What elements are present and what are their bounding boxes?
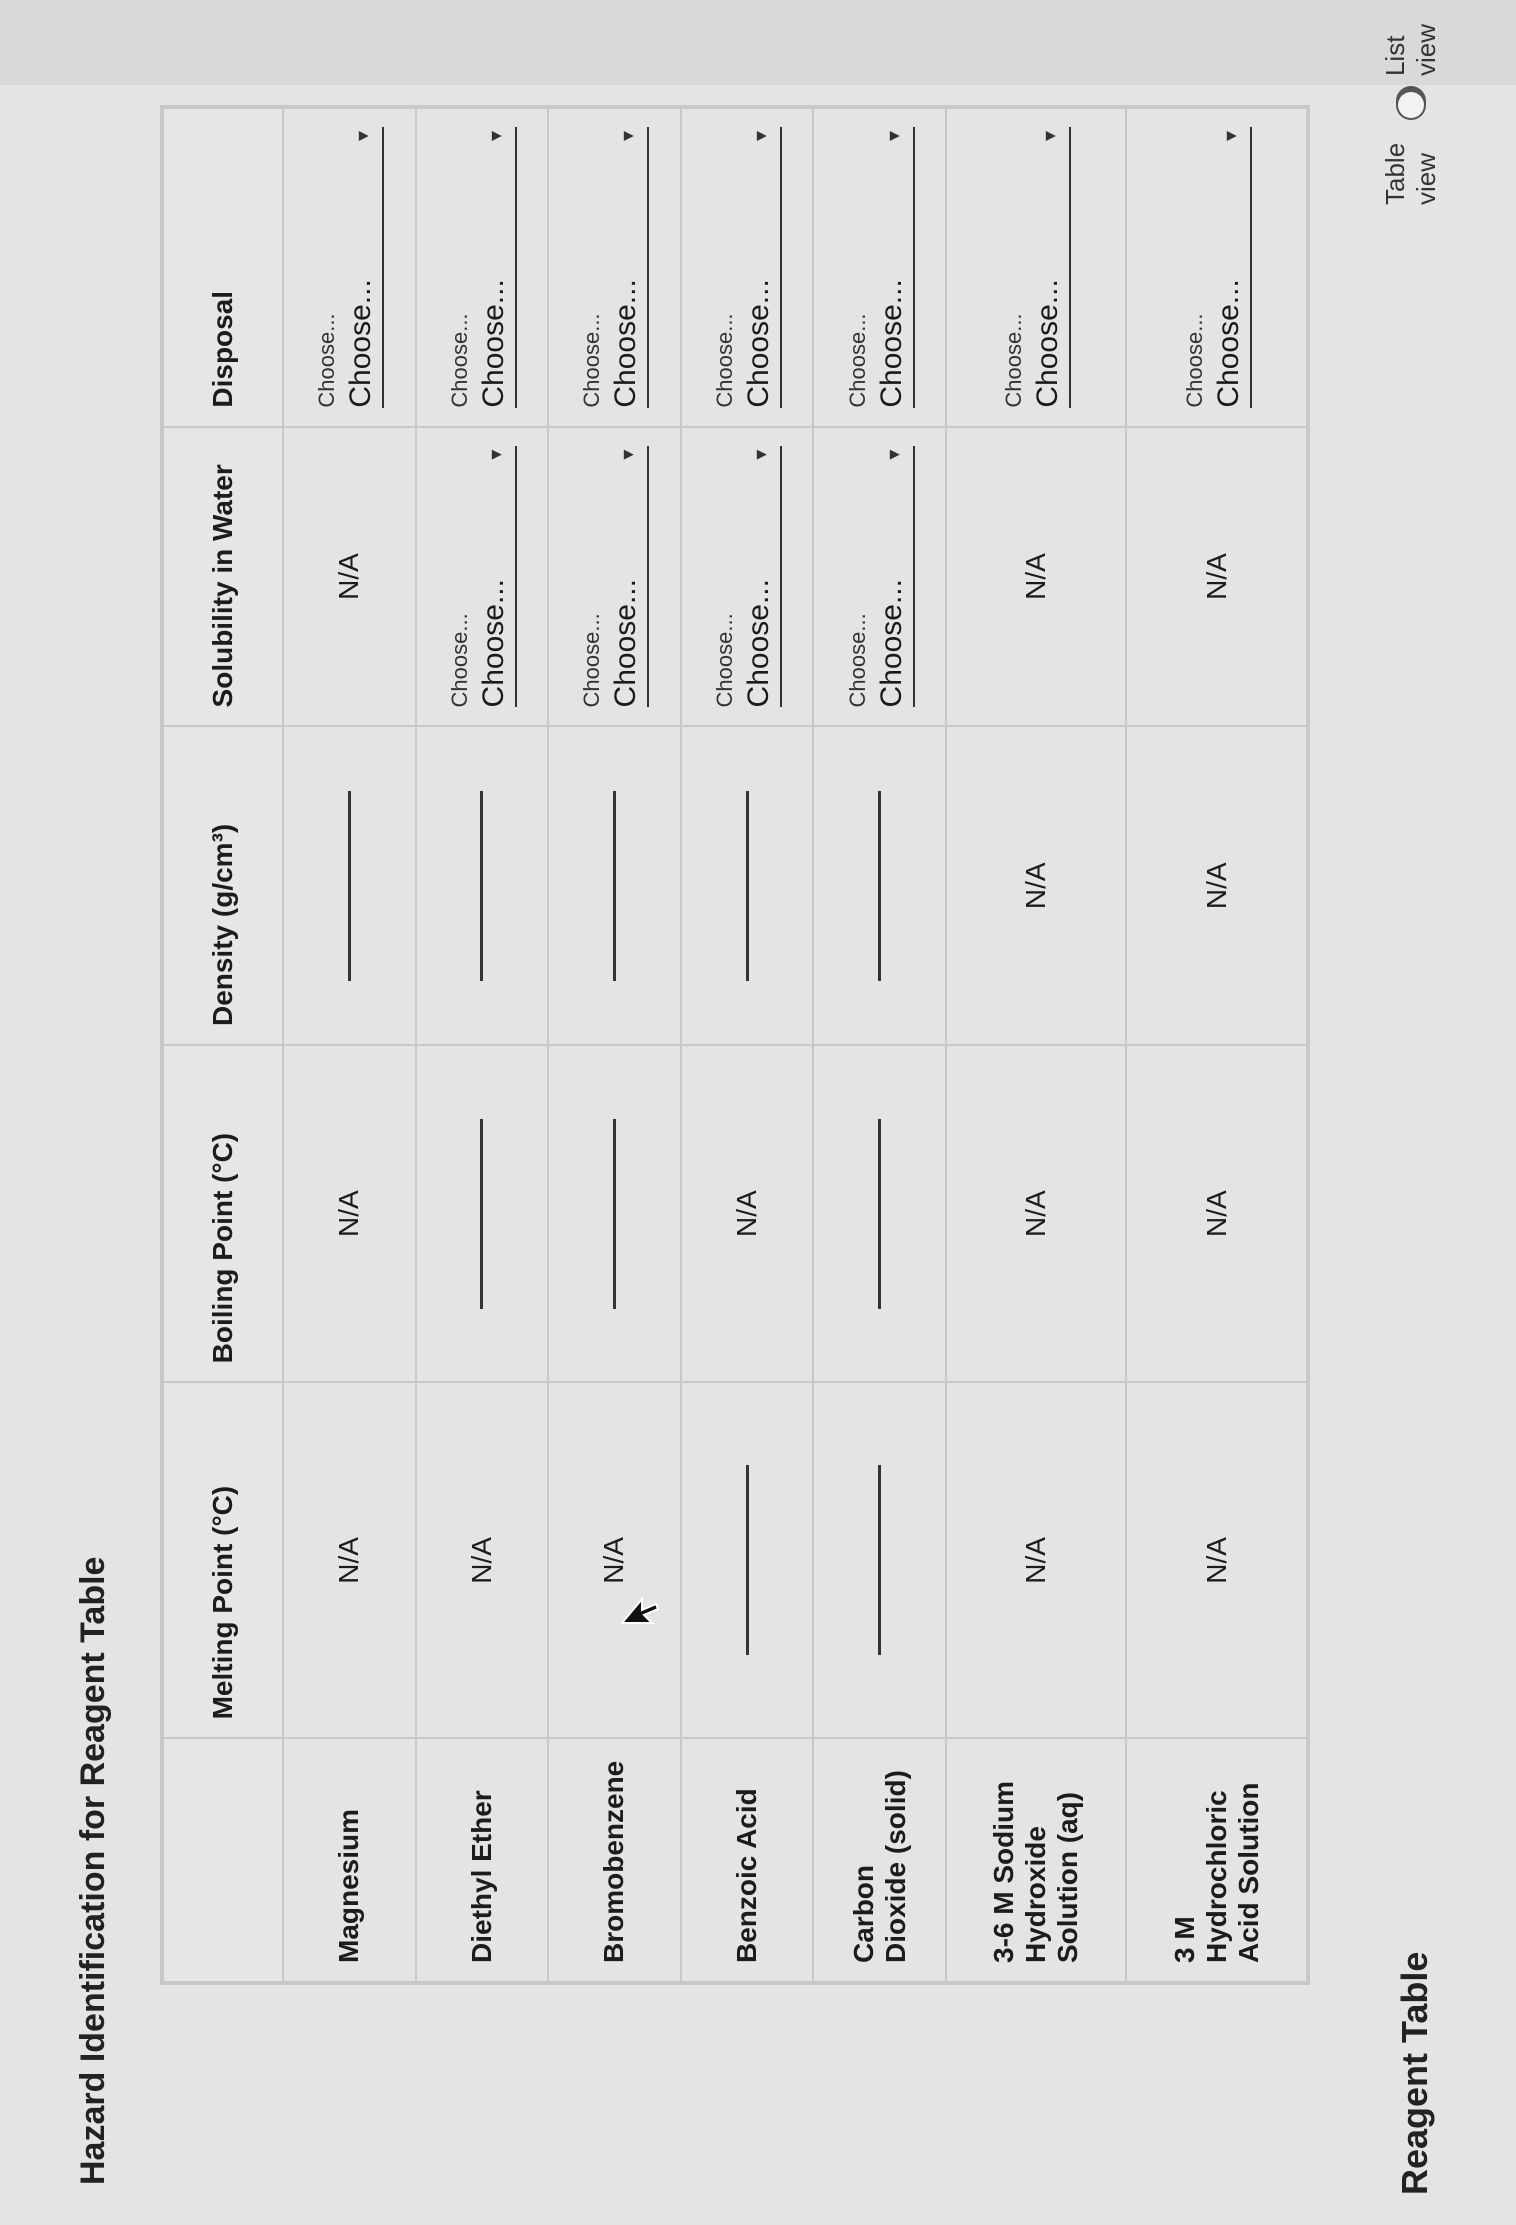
chevron-down-icon[interactable]: ▾ <box>484 449 507 460</box>
table-row <box>681 108 814 1982</box>
chevron-down-icon[interactable]: ▾ <box>750 131 773 142</box>
boiling-cell[interactable] <box>548 1045 681 1382</box>
density-cell[interactable] <box>681 726 814 1045</box>
melting-cell <box>283 1382 416 1738</box>
na-value: N/A <box>598 1537 630 1584</box>
dropdown-value[interactable] <box>1031 127 1071 408</box>
table-row <box>1126 108 1307 1982</box>
melting-cell <box>1126 1382 1307 1738</box>
dropdown-hint: Choose... <box>314 313 340 408</box>
dropdown-selected-text: Choose... <box>344 279 378 408</box>
disposal-cell[interactable] <box>283 108 416 427</box>
column-header-4: Solubility in Water <box>163 427 283 727</box>
solubility-dropdown[interactable] <box>845 446 915 708</box>
dropdown-value[interactable] <box>477 127 517 408</box>
dropdown-hint: Choose... <box>1001 313 1027 408</box>
chevron-down-icon[interactable]: ▾ <box>1039 131 1062 142</box>
list-view-label[interactable]: List view <box>1380 24 1441 77</box>
boiling-cell <box>946 1045 1126 1382</box>
melting-cell <box>416 1382 549 1738</box>
dropdown-hint: Choose... <box>579 313 605 408</box>
disposal-cell[interactable] <box>548 108 681 427</box>
density-cell <box>1126 726 1307 1045</box>
dropdown-selected-text: Choose... <box>742 279 776 408</box>
melting-input-field[interactable] <box>878 1465 881 1655</box>
boiling-cell <box>681 1045 814 1382</box>
boiling-input-field[interactable] <box>480 1119 483 1309</box>
solubility-cell[interactable] <box>681 427 814 727</box>
solubility-dropdown[interactable] <box>579 446 649 708</box>
melting-cell[interactable] <box>681 1382 814 1738</box>
table-row <box>416 108 549 1982</box>
table-row <box>548 108 681 1982</box>
density-input-field[interactable] <box>480 791 483 981</box>
melting-cell <box>946 1382 1126 1738</box>
na-value: N/A <box>1020 1537 1052 1584</box>
reagent-name: 3 M Hydrochloric Acid Solution <box>1126 1738 1307 1982</box>
column-header-0 <box>163 1738 283 1982</box>
dropdown-hint: Choose... <box>844 613 870 708</box>
solubility-cell <box>1126 427 1307 727</box>
na-value: N/A <box>333 1537 365 1584</box>
dropdown-selected-text: Choose... <box>476 579 510 708</box>
solubility-dropdown[interactable] <box>712 446 782 708</box>
density-input-field[interactable] <box>746 791 749 981</box>
chevron-down-icon[interactable]: ▾ <box>882 449 905 460</box>
na-value: N/A <box>1200 1537 1232 1584</box>
disposal-cell[interactable] <box>681 108 814 427</box>
reagent-name: 3-6 M Sodium Hydroxide Solution (aq) <box>946 1738 1126 1982</box>
density-input-field[interactable] <box>348 791 351 981</box>
boiling-cell <box>1126 1045 1307 1382</box>
dropdown-hint: Choose... <box>446 313 472 408</box>
column-header-2: Boiling Point (°C) <box>163 1045 283 1382</box>
chevron-down-icon[interactable]: ▾ <box>882 131 905 142</box>
boiling-input-field[interactable] <box>878 1119 881 1309</box>
chevron-down-icon[interactable]: ▾ <box>484 131 507 142</box>
na-value: N/A <box>1020 862 1052 910</box>
hazard-heading: Hazard Identification for Reagent Table <box>74 1556 112 2185</box>
solubility-cell[interactable] <box>813 427 946 727</box>
dropdown-hint: Choose... <box>712 613 738 708</box>
table-header-row <box>163 108 283 1982</box>
column-header-3: Density (g/cm³) <box>163 726 283 1045</box>
table-row <box>946 108 1126 1982</box>
dropdown-selected-text: Choose... <box>1031 279 1065 408</box>
dropdown-value[interactable] <box>609 127 649 408</box>
dropdown-selected-text: Choose... <box>609 579 643 708</box>
reagent-name: Carbon Dioxide (solid) <box>813 1738 946 1982</box>
density-input-field[interactable] <box>878 791 881 981</box>
dropdown-value[interactable] <box>1212 127 1252 408</box>
dropdown-selected-text: Choose... <box>742 579 776 708</box>
disposal-dropdown[interactable] <box>1182 127 1252 408</box>
dropdown-value[interactable] <box>477 446 517 708</box>
column-header-5: Disposal <box>163 108 283 427</box>
reagent-name: Diethyl Ether <box>416 1738 549 1982</box>
na-value: N/A <box>1020 1190 1052 1238</box>
density-cell[interactable] <box>813 726 946 1045</box>
table-view-label[interactable]: Table view <box>1380 142 1441 205</box>
chevron-down-icon[interactable]: ▾ <box>617 449 640 460</box>
boiling-cell <box>283 1045 416 1382</box>
table-row <box>283 108 416 1982</box>
density-cell <box>946 726 1126 1045</box>
disposal-cell[interactable] <box>1126 108 1307 427</box>
dropdown-value[interactable] <box>875 446 915 708</box>
reagent-name: Benzoic Acid <box>681 1738 814 1982</box>
density-input-field[interactable] <box>613 791 616 981</box>
boiling-input-field[interactable] <box>613 1119 616 1309</box>
disposal-dropdown[interactable] <box>314 127 384 408</box>
disposal-cell[interactable] <box>416 108 549 427</box>
dropdown-value[interactable] <box>344 127 384 408</box>
solubility-cell[interactable] <box>416 427 549 727</box>
disposal-dropdown[interactable] <box>579 127 649 408</box>
na-value: N/A <box>333 553 365 600</box>
na-value: N/A <box>465 1537 497 1584</box>
boiling-cell[interactable] <box>416 1045 549 1382</box>
dropdown-selected-text: Choose... <box>609 279 643 408</box>
disposal-dropdown[interactable] <box>712 127 782 408</box>
na-value: N/A <box>1020 553 1052 600</box>
disposal-cell[interactable] <box>813 108 946 427</box>
reagent-table <box>160 105 1310 1985</box>
dropdown-hint: Choose... <box>446 613 472 708</box>
solubility-cell <box>283 427 416 727</box>
density-cell[interactable] <box>283 726 416 1045</box>
chevron-down-icon[interactable]: ▾ <box>352 131 375 142</box>
dropdown-selected-text: Choose... <box>1211 279 1245 408</box>
dropdown-selected-text: Choose... <box>874 579 908 708</box>
dropdown-hint: Choose... <box>712 313 738 408</box>
na-value: N/A <box>1200 553 1232 600</box>
reagent-name: Bromobenzene <box>548 1738 681 1982</box>
chevron-down-icon[interactable]: ▾ <box>750 449 773 460</box>
column-header-1: Melting Point (°C) <box>163 1382 283 1738</box>
na-value: N/A <box>731 1190 763 1238</box>
chevron-down-icon[interactable]: ▾ <box>617 131 640 142</box>
density-cell[interactable] <box>548 726 681 1045</box>
toggle-switch[interactable] <box>1396 86 1426 120</box>
chevron-down-icon[interactable]: ▾ <box>1219 131 1242 142</box>
na-value: N/A <box>333 1190 365 1238</box>
boiling-cell[interactable] <box>813 1045 946 1382</box>
melting-cell[interactable] <box>813 1382 946 1738</box>
disposal-dropdown[interactable] <box>1001 127 1071 408</box>
dropdown-value[interactable] <box>609 446 649 708</box>
dropdown-hint: Choose... <box>1181 313 1207 408</box>
solubility-cell <box>946 427 1126 727</box>
solubility-cell[interactable] <box>548 427 681 727</box>
view-toggle[interactable] <box>1380 15 1442 205</box>
table-row <box>813 108 946 1982</box>
disposal-dropdown[interactable] <box>447 127 517 408</box>
solubility-dropdown[interactable] <box>447 446 517 708</box>
dropdown-selected-text: Choose... <box>874 279 908 408</box>
toggle-knob <box>1398 92 1424 118</box>
na-value: N/A <box>1200 1190 1232 1238</box>
density-cell[interactable] <box>416 726 549 1045</box>
page-screen <box>0 24 1516 2225</box>
dropdown-hint: Choose... <box>844 313 870 408</box>
dropdown-selected-text: Choose... <box>476 279 510 408</box>
disposal-cell[interactable] <box>946 108 1126 427</box>
dropdown-hint: Choose... <box>579 613 605 708</box>
dropdown-value[interactable] <box>742 446 782 708</box>
melting-input-field[interactable] <box>746 1465 749 1655</box>
reagent-name: Magnesium <box>283 1738 416 1982</box>
dropdown-value[interactable] <box>742 127 782 408</box>
na-value: N/A <box>1200 862 1232 910</box>
disposal-dropdown[interactable] <box>845 127 915 408</box>
dropdown-value[interactable] <box>875 127 915 408</box>
melting-cell <box>548 1382 681 1738</box>
page-title: Reagent Table <box>1394 1951 1435 2195</box>
